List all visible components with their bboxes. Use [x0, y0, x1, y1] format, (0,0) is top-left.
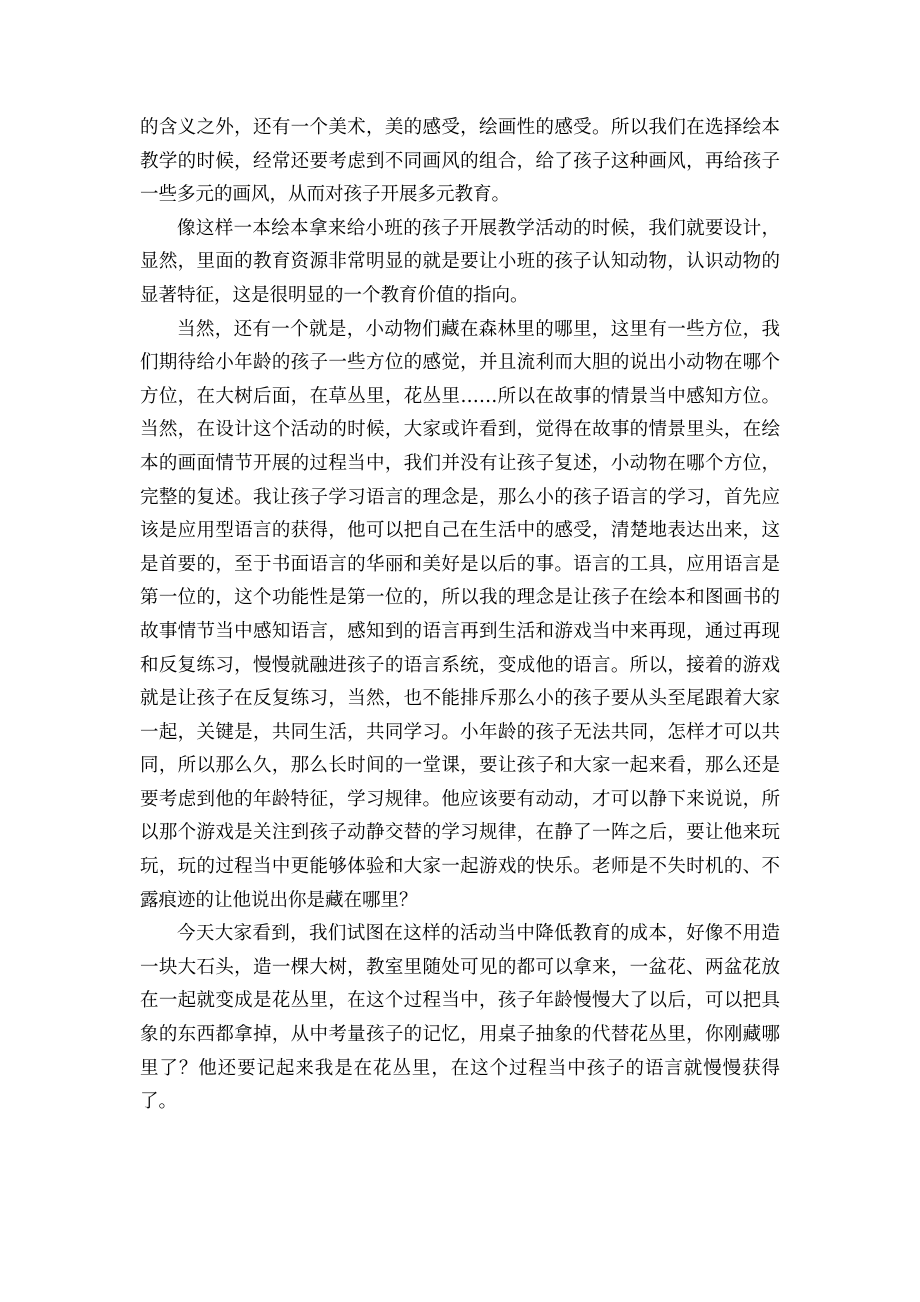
paragraph-3: 当然，还有一个就是，小动物们藏在森林里的哪里，这里有一些方位，我们期待给小年龄的孩子一些方位的感觉，并且流利而大胆的说出小动物在哪个方位，在大树后面，在草丛里，花丛里……所以在故事的情景当中感知方位。当然，在设计这个活动的时候，大家或许看到，觉得在故事的情景里头，在绘本的画面情节开展的过程当中，我们并没有让孩子复述，小动物在哪个方位，完整的复述。我让孩子学习语言的理念是，那么小的孩子语言的学习，首先应该是应用型语言的获得，他可以把自己在生活中的感受，清楚地表达出来，这是首要的，至于书面语言的华丽和美好是以后的事。语言的工具，应用语言是第一位的，这个功能性是第一位的，所以我的理念是让孩子在绘本和图画书的故事情节当中感知语言，感知到的语言再到生活和游戏当中来再现，通过再现和反复练习，慢慢就融进孩子的语言系统，变成他的语言。所以，接着的游戏就是让孩子在反复练习，当然，也不能排斥那么小的孩子要从头至尾跟着大家一起，关键是，共同生活，共同学习。小年龄的孩子无法共同，怎样才可以共同，所以那么久，那么长时间的一堂课，要让孩子和大家一起来看，那么还是要考虑到他的年龄特征，学习规律。他应该要有动动，才可以静下来说说，所以那个游戏是关注到孩子动静交替的学习规律，在静了一阵之后，要让他来玩玩，玩的过程当中更能够体验和大家一起游戏的快乐。老师是不失时机的、不露痕迹的让他说出你是藏在哪里？ — [140, 318, 780, 911]
paragraph-1: 的含义之外，还有一个美术，美的感受，绘画性的感受。所以我们在选择绘本教学的时候，经常还要考虑到不同画风的组合，给了孩子这种画风，再给孩子一些多元的画风，从而对孩子开展多元教育。 — [140, 117, 780, 206]
document-page — [140, 111, 780, 1119]
paragraph-4: 今天大家看到，我们试图在这样的活动当中降低教育的成本，好像不用造一块大石头，造一棵大树，教室里随处可见的都可以拿来，一盆花、两盆花放在一起就变成是花丛里，在这个过程当中，孩子年龄慢慢大了以后，可以把具象的东西都拿掉，从中考量孩子的记忆，用桌子抽象的代替花丛里，你刚藏哪里了？他还要记起来我是在花丛里，在这个过程当中孩子的语言就慢慢获得了。 — [140, 923, 780, 1113]
paragraph-2: 像这样一本绘本拿来给小班的孩子开展教学活动的时候，我们就要设计，显然，里面的教育资源非常明显的就是要让小班的孩子认知动物，认识动物的显著特征，这是很明显的一个教育价值的指向。 — [140, 217, 780, 306]
